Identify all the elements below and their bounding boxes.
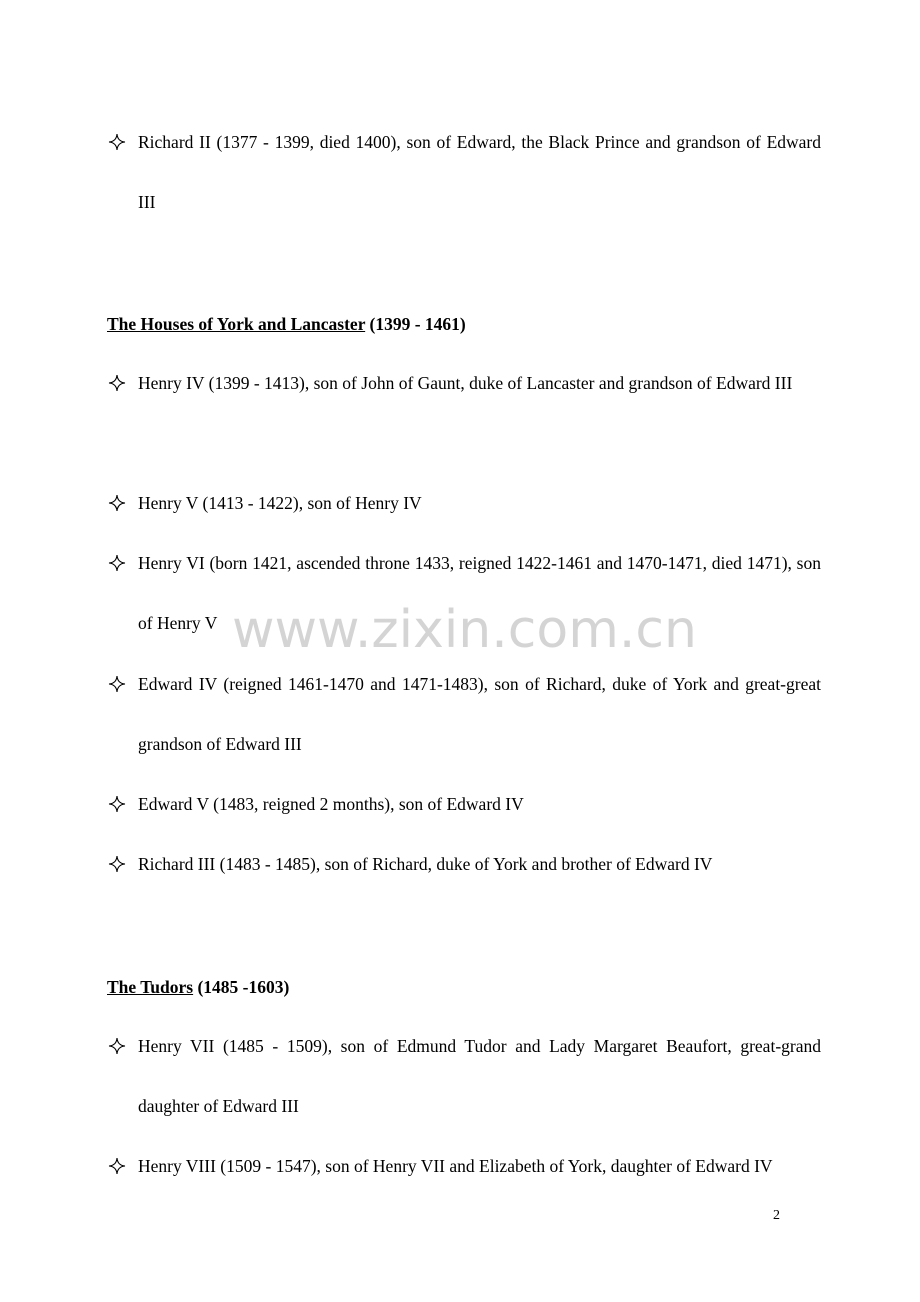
list-item bbox=[107, 132, 821, 232]
watermark: www.zixin.com.cn bbox=[232, 600, 697, 660]
four-point-star-bullet-icon bbox=[107, 794, 127, 814]
section-heading-york-lancaster bbox=[107, 312, 466, 336]
list-item-text: Henry VI (born 1421, ascended throne 1433, reigned 1422-1461 and 1470-1471, died 1471), son of Henry V bbox=[138, 553, 821, 633]
four-point-star-bullet-icon bbox=[107, 553, 127, 573]
list-item-text: Edward V (1483, reigned 2 months), son of Edward IV bbox=[138, 794, 524, 814]
list-item bbox=[107, 854, 821, 894]
four-point-star-bullet-icon bbox=[107, 1036, 127, 1056]
list-item bbox=[107, 674, 821, 774]
four-point-star-bullet-icon bbox=[107, 854, 127, 874]
list-item-text: Henry VIII (1509 - 1547), son of Henry VII and Elizabeth of York, daughter of Edward IV bbox=[138, 1156, 773, 1176]
list-item bbox=[107, 794, 821, 834]
four-point-star-bullet-icon bbox=[107, 373, 127, 393]
section-title: The Tudors bbox=[107, 977, 194, 997]
four-point-star-bullet-icon bbox=[107, 674, 127, 694]
list-item-text: Richard II (1377 - 1399, died 1400), son of Edward, the Black Prince and grandson of Edward III bbox=[138, 132, 821, 212]
list-item-text: Henry VII (1485 - 1509), son of Edmund Tudor and Lady Margaret Beaufort, great-grand daughter of Edward III bbox=[138, 1036, 821, 1116]
section-dates: (1399 - 1461) bbox=[365, 314, 466, 334]
four-point-star-bullet-icon bbox=[107, 493, 127, 513]
page-number: 2 bbox=[773, 1208, 780, 1223]
list-item bbox=[107, 373, 821, 413]
list-item-text: Richard III (1483 - 1485), son of Richard, duke of York and brother of Edward IV bbox=[138, 854, 713, 874]
section-heading-tudors bbox=[107, 975, 289, 999]
list-item bbox=[107, 1036, 821, 1136]
list-item bbox=[107, 493, 821, 533]
list-item-text: Henry V (1413 - 1422), son of Henry IV bbox=[138, 493, 422, 513]
list-item bbox=[107, 1156, 821, 1196]
four-point-star-bullet-icon bbox=[107, 1156, 127, 1176]
list-item-text: Edward IV (reigned 1461-1470 and 1471-1483), son of Richard, duke of York and great-great grandson of Edward III bbox=[138, 674, 821, 754]
list-item-text: Henry IV (1399 - 1413), son of John of Gaunt, duke of Lancaster and grandson of Edward III bbox=[138, 373, 793, 393]
four-point-star-bullet-icon bbox=[107, 132, 127, 152]
section-dates: (1485 -1603) bbox=[193, 977, 290, 997]
section-title: The Houses of York and Lancaster bbox=[107, 314, 366, 334]
